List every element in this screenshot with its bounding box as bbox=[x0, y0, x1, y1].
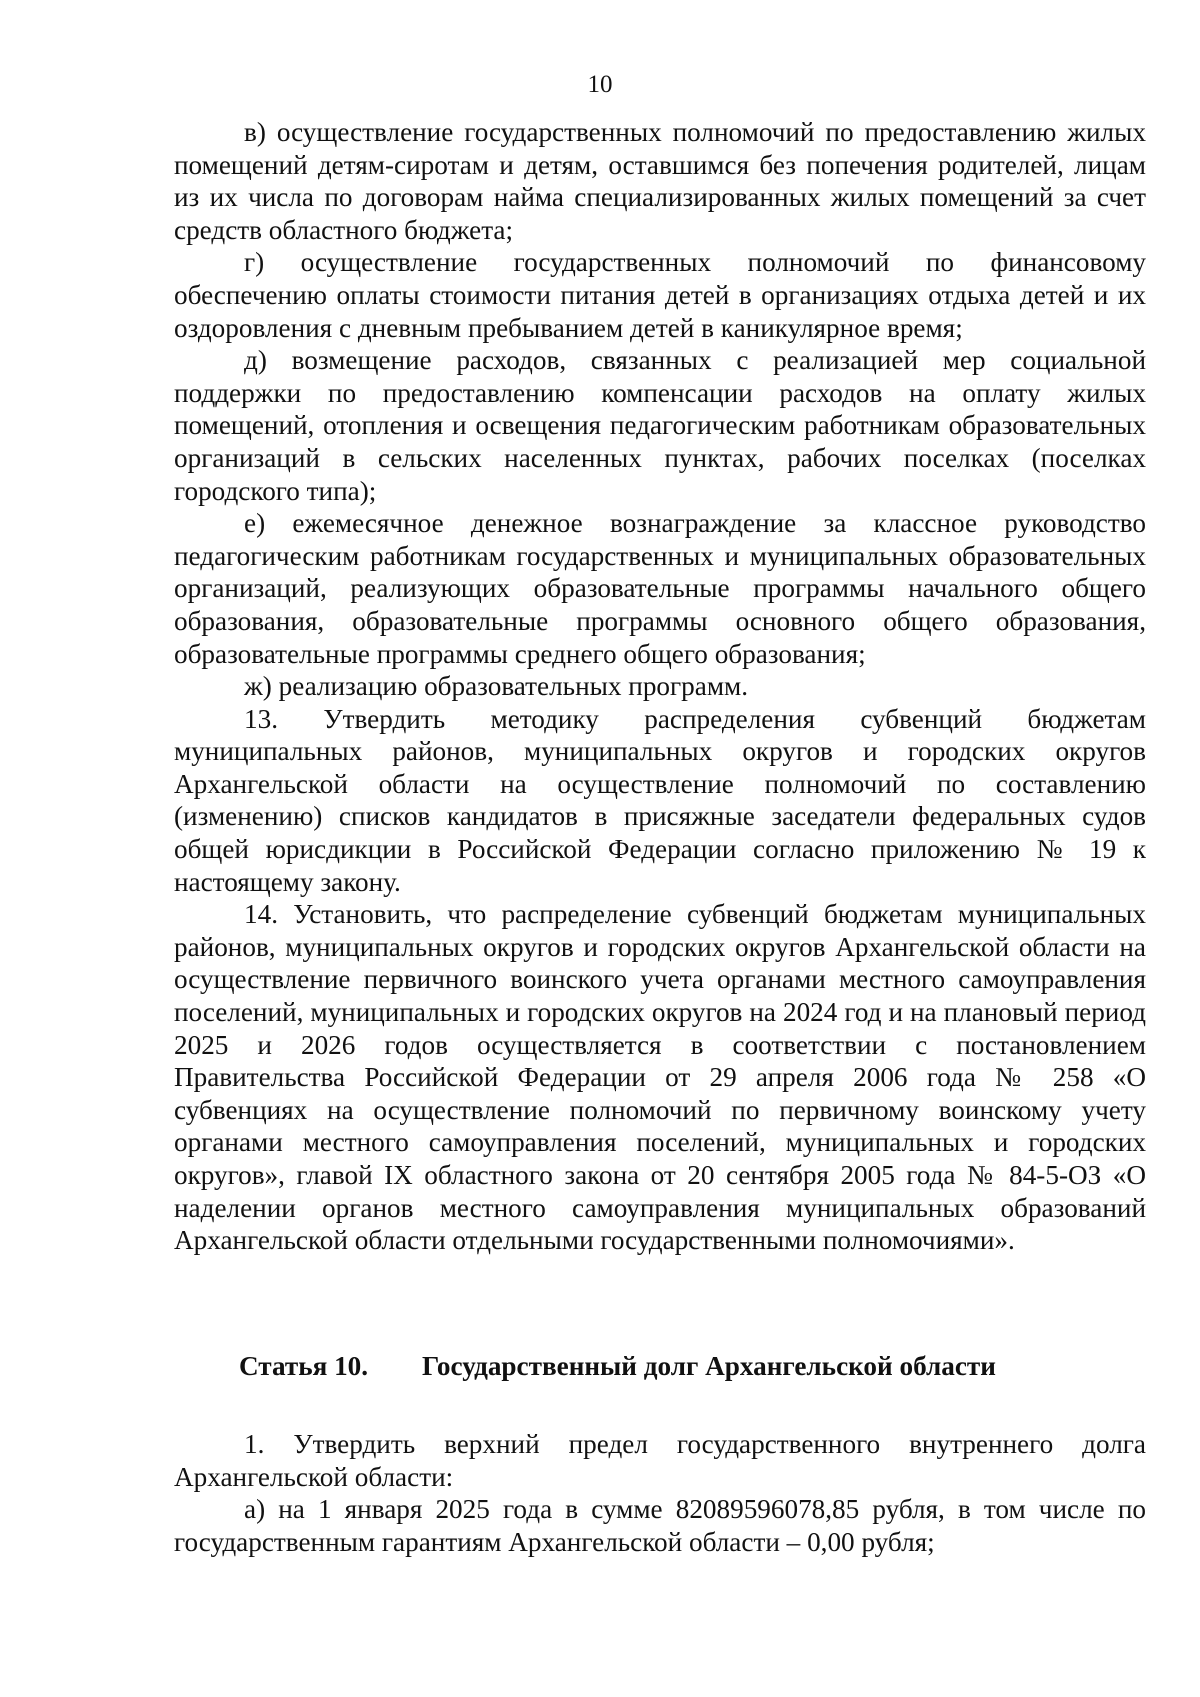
article-heading bbox=[174, 1350, 1146, 1383]
article-title: Государственный долг Архангельской области bbox=[422, 1351, 996, 1381]
document-body bbox=[174, 116, 1146, 1257]
paragraph-14: 14. Установить, что распределение субвенций бюджетам муниципальных районов, муниципальных округов и городских округов Архангельской области на осуществление первичного воинского учета органами местного самоуправления поселений, муниципальных и городских округов на 2024 год и на плановый период 2025 и 2026 годов осуществляется в соответствии с постановлением Правительства Российской Федерации от 29 апреля 2006 года № 258 «О субвенциях на осуществление полномочий по первичному воинскому учету органами местного самоуправления поселений, муниципальных и городских округов», главой IX областного закона от 20 сентября 2005 года № 84-5-ОЗ «О наделении органов местного самоуправления муниципальных образований Архангельской области отдельными государственными полномочиями». bbox=[174, 899, 1146, 1256]
page-number: 10 bbox=[587, 71, 613, 98]
paragraph-13: 13. Утвердить методику распределения субвенций бюджетам муниципальных районов, муниципальных округов и городских округов Архангельской области на осуществление полномочий по составлению (изменению) списков кандидатов в присяжные заседатели федеральных судов общей юрисдикции в Российской Федерации согласно приложению № 19 к настоящему закону. bbox=[174, 703, 1146, 897]
article-number: Статья 10. bbox=[239, 1351, 369, 1381]
article-paragraph-1: 1. Утвердить верхний предел государственного внутреннего долга Архангельской области: bbox=[174, 1429, 1146, 1492]
paragraph-item-v: в) осуществление государственных полномочий по предоставлению жилых помещений детям-сиротам и детям, оставшимся без попечения родителей, лицам из их числа по договорам найма специализированных жилых помещений за счет средств областного бюджета; bbox=[174, 117, 1146, 245]
paragraph-item-d: д) возмещение расходов, связанных с реализацией мер социальной поддержки по предоставлению компенсации расходов на оплату жилых помещений, отопления и освещения педагогическим работникам образовательных организаций в сельских населенных пунктах, рабочих поселках (поселках городского типа); bbox=[174, 345, 1146, 506]
paragraph-item-g: г) осуществление государственных полномочий по финансовому обеспечению оплаты стоимости питания детей в организациях отдыха детей и их оздоровления с дневным пребыванием детей в каникулярное время; bbox=[174, 247, 1146, 343]
article-body bbox=[174, 1428, 1146, 1558]
paragraph-item-zh: ж) реализацию образовательных программ. bbox=[244, 671, 749, 702]
paragraph-item-e: е) ежемесячное денежное вознаграждение за классное руководство педагогическим работникам государственных и муниципальных образовательных организаций, реализующих образовательные программы начального общего образования, образовательные программы основного общего образования, образовательные программы среднего общего образования; bbox=[174, 508, 1146, 669]
article-paragraph-1a: а) на 1 января 2025 года в сумме 82089596078,85 рубля, в том числе по государственным гарантиям Архангельской области – 0,00 рубля; bbox=[174, 1494, 1146, 1557]
